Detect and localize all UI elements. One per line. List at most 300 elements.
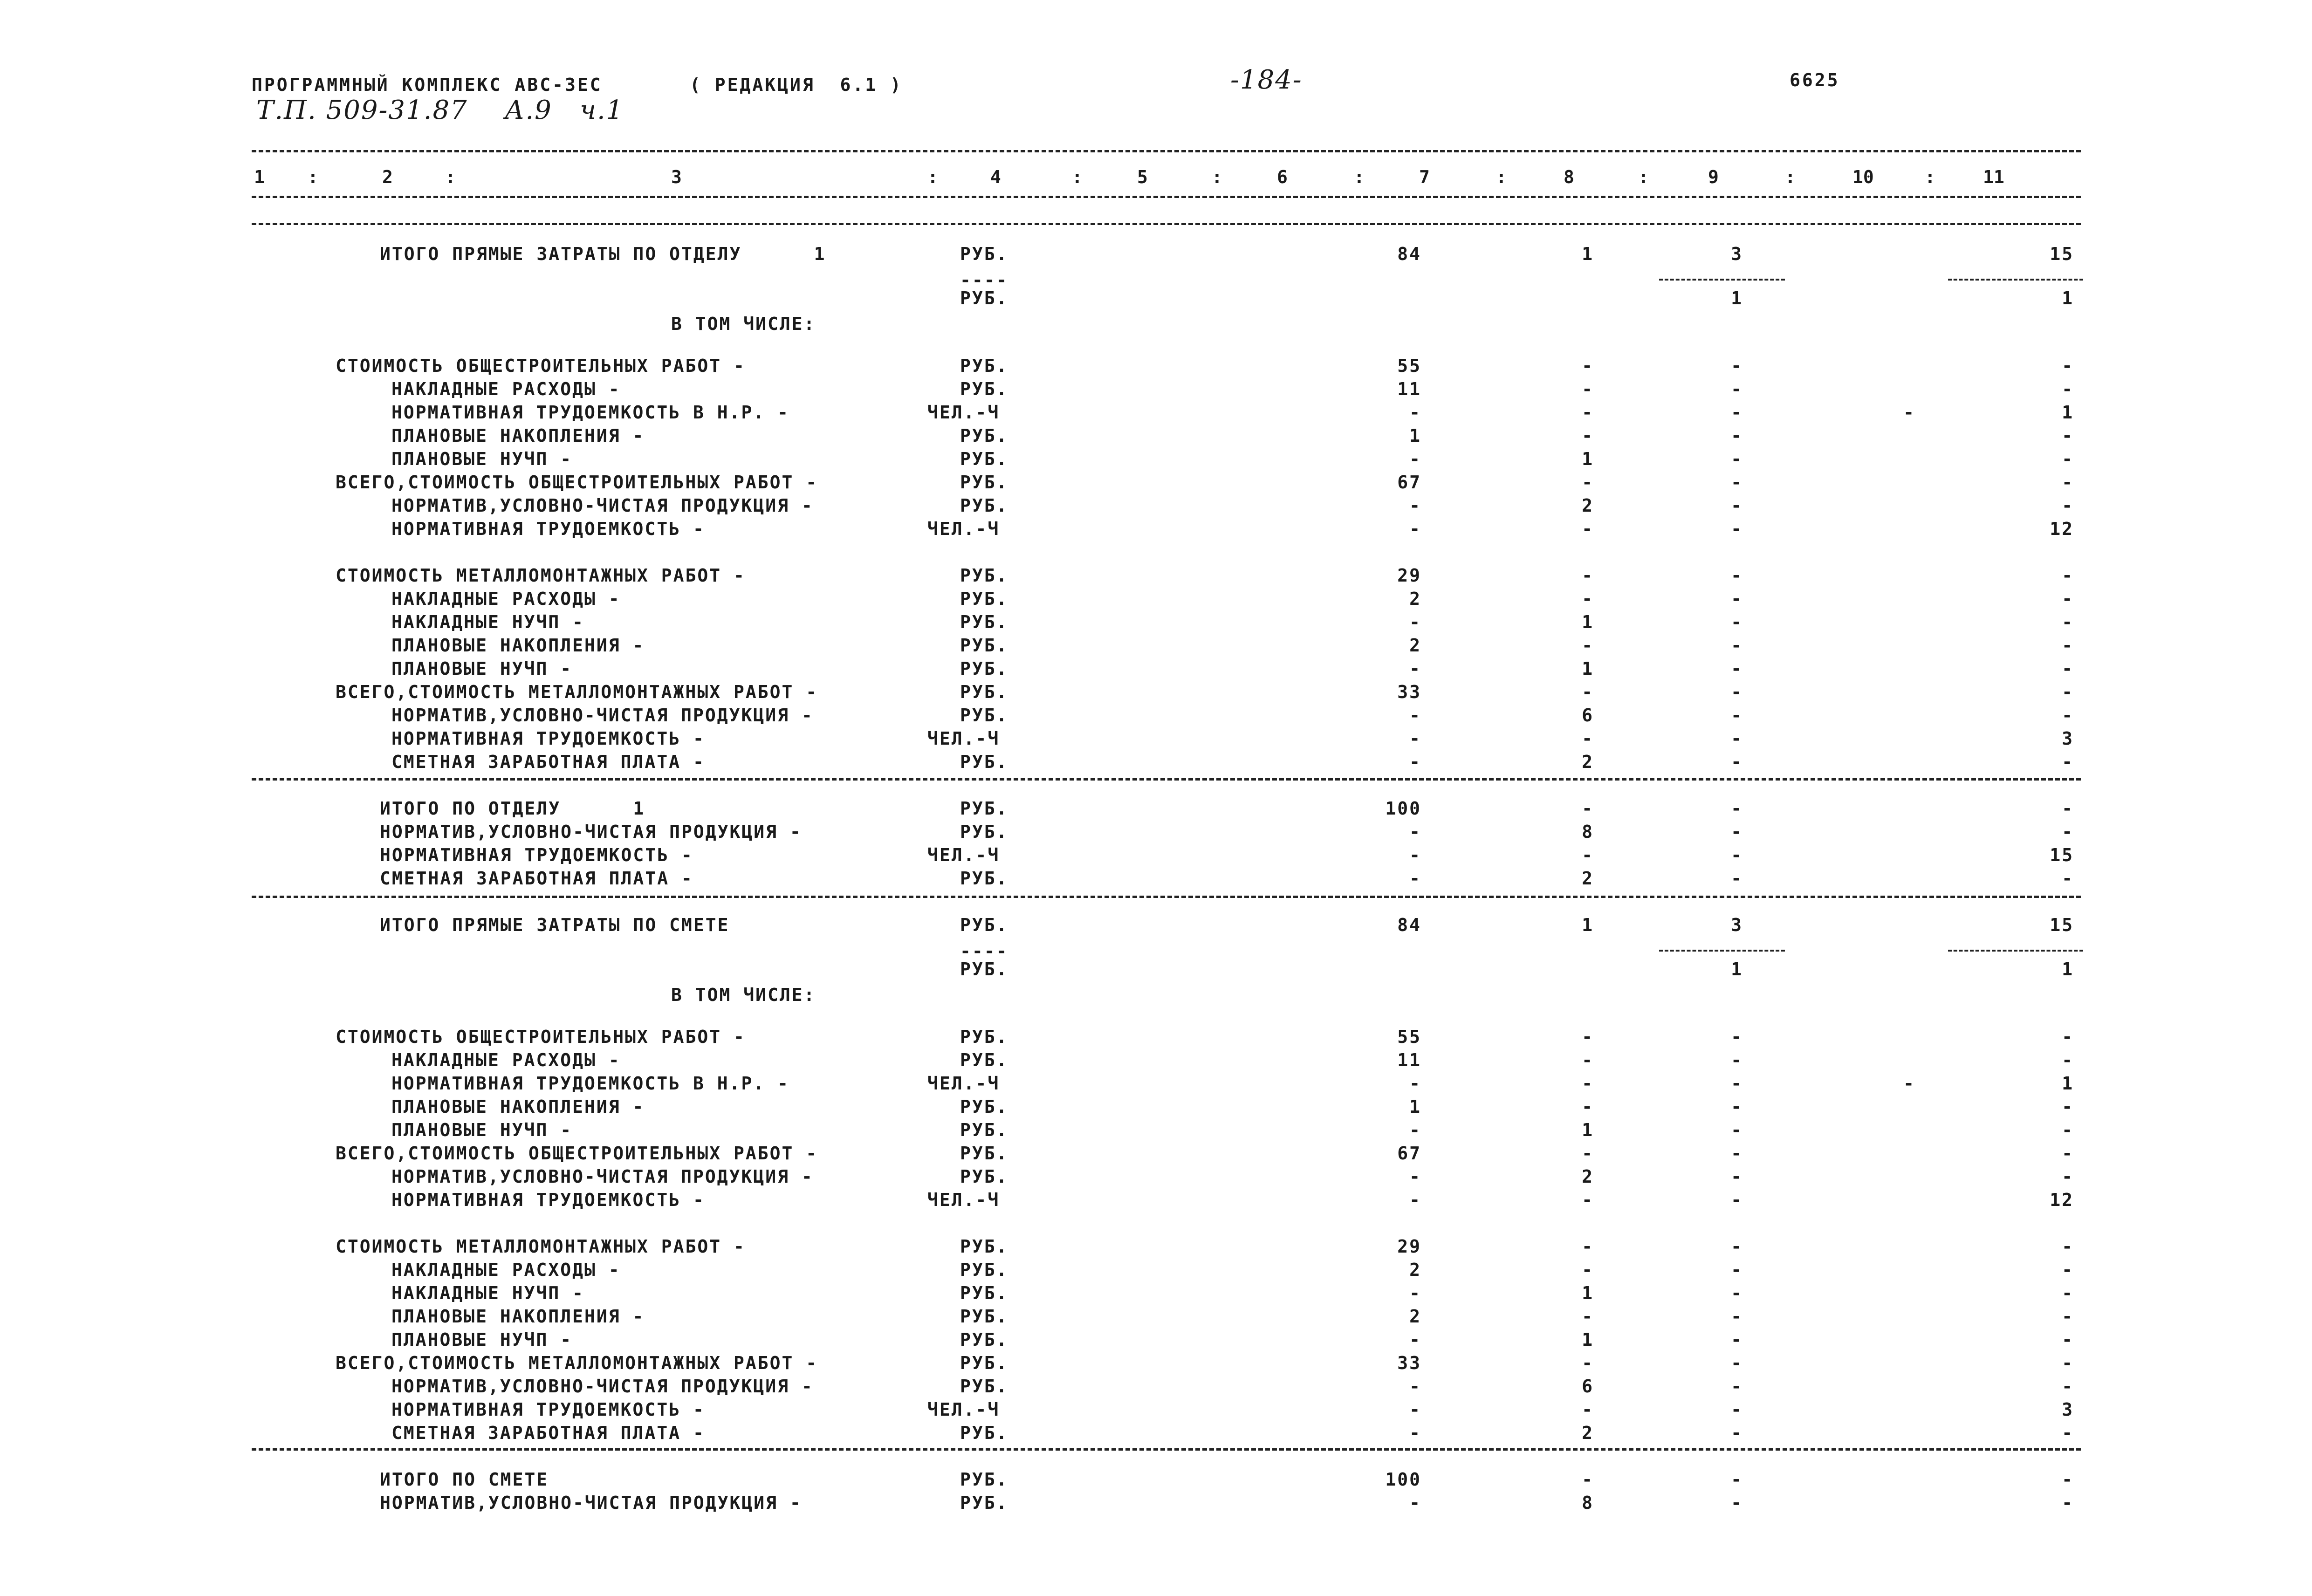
section-rule	[252, 223, 2081, 225]
value-c11: -	[2062, 705, 2074, 726]
value-c11: -	[2062, 1050, 2074, 1070]
row-label: НОРМАТИВНАЯ ТРУДОЕМКОСТЬ -	[391, 1190, 705, 1210]
col11-underline	[1948, 279, 2083, 281]
unit-cell: РУБ.	[960, 1353, 1008, 1373]
value-c9: -	[1731, 1306, 1743, 1327]
table-row	[0, 1025, 2312, 1048]
value-c8: 1	[1582, 658, 1594, 679]
table-row	[0, 447, 2312, 471]
table-row	[0, 1468, 2312, 1491]
unit-cell: РУБ.	[960, 288, 1008, 308]
unit-cell: РУБ.	[960, 425, 1008, 446]
value-c9: -	[1731, 1050, 1743, 1070]
value-c9: -	[1731, 1143, 1743, 1164]
row-label: ИТОГО ПО СМЕТЕ	[380, 1469, 549, 1490]
row-label: ИТОГО ПРЯМЫЕ ЗАТРАТЫ ПО СМЕТЕ	[380, 915, 730, 935]
column-header-2: 2	[382, 167, 393, 187]
unit-cell: ЧЕЛ.-Ч	[927, 519, 1000, 539]
value-c9: -	[1731, 658, 1743, 679]
row-label: ВСЕГО,СТОИМОСТЬ МЕТАЛЛОМОНТАЖНЫХ РАБОТ -	[336, 1353, 818, 1373]
value-c11: -	[2062, 658, 2074, 679]
row-label: НАКЛАДНЫЕ РАСХОДЫ -	[391, 1050, 621, 1070]
value-c8: 2	[1582, 495, 1594, 516]
value-c7: 2	[1409, 589, 1421, 609]
table-row	[0, 471, 2312, 494]
value-c7: 33	[1397, 1353, 1421, 1373]
value-c9: -	[1731, 519, 1743, 539]
unit-cell: РУБ.	[960, 868, 1008, 889]
value-c7: -	[1409, 822, 1421, 842]
column-separator: :	[1354, 167, 1365, 187]
table-row	[0, 1351, 2312, 1375]
row-label: ИТОГО ПО ОТДЕЛУ 1	[380, 798, 645, 819]
value-c11: -	[2062, 1096, 2074, 1117]
column-header-1: 1	[254, 167, 265, 187]
value-c9: -	[1731, 495, 1743, 516]
column-header-5: 5	[1137, 167, 1148, 187]
value-c7: -	[1409, 705, 1421, 726]
value-c8: -	[1582, 1353, 1594, 1373]
row-label: СТОИМОСТЬ ОБЩЕСТРОИТЕЛЬНЫХ РАБОТ -	[336, 1027, 746, 1047]
value-c9: -	[1731, 1120, 1743, 1140]
value-c7: 11	[1397, 1050, 1421, 1070]
table-row	[0, 1281, 2312, 1305]
value-c11: -	[2062, 1469, 2074, 1490]
value-c7: -	[1409, 519, 1421, 539]
value-c7: 2	[1409, 1260, 1421, 1280]
unit-cell: РУБ.	[960, 1050, 1008, 1070]
value-c9: -	[1731, 589, 1743, 609]
unit-cell: РУБ.	[960, 612, 1008, 632]
table-row	[0, 1235, 2312, 1258]
row-label: ВСЕГО,СТОИМОСТЬ ОБЩЕСТРОИТЕЛЬНЫХ РАБОТ -	[336, 472, 818, 493]
unit-cell: РУБ.	[960, 1283, 1008, 1303]
table-row	[0, 1048, 2312, 1072]
table-row	[0, 1305, 2312, 1328]
row-label: ПЛАНОВЫЕ НАКОПЛЕНИЯ -	[391, 1306, 645, 1327]
value-c9: -	[1731, 1190, 1743, 1210]
table-row	[0, 843, 2312, 867]
value-c9: -	[1731, 705, 1743, 726]
value-c11: -	[2062, 425, 2074, 446]
value-c7: -	[1409, 1493, 1421, 1513]
value-c8: 8	[1582, 822, 1594, 842]
value-c7: -	[1409, 449, 1421, 469]
value-c11: -	[2062, 1493, 2074, 1513]
unit-cell: РУБ.	[960, 658, 1008, 679]
unit-cell: РУБ.	[960, 472, 1008, 493]
value-c9: -	[1731, 402, 1743, 423]
table-row	[0, 242, 2312, 266]
value-c8: -	[1582, 425, 1594, 446]
value-c10: -	[1903, 1073, 1915, 1094]
table-row	[0, 354, 2312, 377]
value-c9: -	[1731, 1096, 1743, 1117]
value-c7: -	[1409, 402, 1421, 423]
value-c7: 29	[1397, 1236, 1421, 1257]
value-c11: 1	[2062, 1073, 2074, 1094]
value-c9: -	[1731, 1493, 1743, 1513]
value-c8: 1	[1582, 1120, 1594, 1140]
table-row	[0, 610, 2312, 634]
unit-cell: РУБ.	[960, 1096, 1008, 1117]
unit-cell: РУБ.	[960, 244, 1008, 264]
value-c8: 1	[1582, 244, 1594, 264]
value-c8: 1	[1582, 612, 1594, 632]
value-c7: -	[1409, 1120, 1421, 1140]
table-row	[0, 704, 2312, 727]
row-label: ПЛАНОВЫЕ НУЧП -	[391, 1120, 573, 1140]
table-row	[0, 1375, 2312, 1398]
row-label: СТОИМОСТЬ МЕТАЛЛОМОНТАЖНЫХ РАБОТ -	[336, 1236, 746, 1257]
value-c9: -	[1731, 1166, 1743, 1187]
unit-cell: РУБ.	[960, 682, 1008, 702]
value-c9: -	[1731, 1329, 1743, 1350]
value-c8: -	[1582, 1073, 1594, 1094]
value-c8: 6	[1582, 1376, 1594, 1397]
value-c11: 1	[2062, 959, 2074, 980]
value-c11: 1	[2062, 402, 2074, 423]
value-c8: 2	[1582, 868, 1594, 889]
value-c8: -	[1582, 1027, 1594, 1047]
value-c10: -	[1903, 402, 1915, 423]
value-c9: -	[1731, 1027, 1743, 1047]
unit-cell: РУБ.	[960, 1423, 1008, 1443]
unit-cell: РУБ.	[960, 1493, 1008, 1513]
column-header-7: 7	[1419, 167, 1430, 187]
value-c11: 15	[2050, 845, 2074, 865]
value-c9: -	[1731, 752, 1743, 772]
value-c7: -	[1409, 1073, 1421, 1094]
table-row	[0, 913, 2312, 937]
value-c11: 15	[2050, 244, 2074, 264]
table-row	[0, 424, 2312, 447]
value-c11: -	[2062, 868, 2074, 889]
value-c8: -	[1582, 472, 1594, 493]
value-c8: -	[1582, 1399, 1594, 1420]
value-c7: -	[1409, 1329, 1421, 1350]
table-row	[0, 1118, 2312, 1142]
unit-cell: РУБ.	[960, 1469, 1008, 1490]
value-c7: 33	[1397, 682, 1421, 702]
caption-text: В ТОМ ЧИСЛЕ:	[671, 985, 816, 1005]
value-c9: -	[1731, 822, 1743, 842]
unit-cell: ЧЕЛ.-Ч	[927, 1073, 1000, 1094]
value-c11: -	[2062, 822, 2074, 842]
value-c9: -	[1731, 425, 1743, 446]
value-c8: -	[1582, 1096, 1594, 1117]
value-c11: -	[2062, 1353, 2074, 1373]
value-c8: -	[1582, 379, 1594, 399]
value-c8: -	[1582, 682, 1594, 702]
value-c7: -	[1409, 1166, 1421, 1187]
section-caption	[0, 983, 2312, 1007]
column-separator: :	[927, 167, 938, 187]
value-c9: -	[1731, 728, 1743, 749]
table-row	[0, 1072, 2312, 1095]
column-header-6: 6	[1277, 167, 1288, 187]
value-c7: -	[1409, 658, 1421, 679]
value-c11: -	[2062, 589, 2074, 609]
row-label: ПЛАНОВЫЕ НУЧП -	[391, 658, 573, 679]
value-c9: -	[1731, 565, 1743, 586]
value-c9: -	[1731, 379, 1743, 399]
unit-cell: РУБ.	[960, 1166, 1008, 1187]
value-c11: -	[2062, 635, 2074, 656]
row-label: СТОИМОСТЬ ОБЩЕСТРОИТЕЛЬНЫХ РАБОТ -	[336, 356, 746, 376]
col9-underline	[1659, 950, 1785, 952]
value-c11: 1	[2062, 288, 2074, 308]
value-c11: -	[2062, 752, 2074, 772]
value-c9: -	[1731, 845, 1743, 865]
value-c9: -	[1731, 1073, 1743, 1094]
row-label: ПЛАНОВЫЕ НУЧП -	[391, 449, 573, 469]
value-c7: -	[1409, 495, 1421, 516]
row-label: СМЕТНАЯ ЗАРАБОТНАЯ ПЛАТА -	[391, 1423, 705, 1443]
unit-cell: РУБ.	[960, 705, 1008, 726]
value-c7: -	[1409, 1283, 1421, 1303]
row-label: НОРМАТИВ,УСЛОВНО-ЧИСТАЯ ПРОДУКЦИЯ -	[380, 1493, 802, 1513]
row-label: НОРМАТИВНАЯ ТРУДОЕМКОСТЬ -	[391, 519, 705, 539]
value-c9: -	[1731, 798, 1743, 819]
table-row	[0, 517, 2312, 541]
unit-cell: ЧЕЛ.-Ч	[927, 402, 1000, 423]
value-c8: -	[1582, 845, 1594, 865]
value-c7: 2	[1409, 1306, 1421, 1327]
value-c11: -	[2062, 449, 2074, 469]
table-row	[0, 657, 2312, 680]
caption-text: В ТОМ ЧИСЛЕ:	[671, 314, 816, 334]
row-label: ПЛАНОВЫЕ НАКОПЛЕНИЯ -	[391, 1096, 645, 1117]
value-c7: -	[1409, 1376, 1421, 1397]
value-c9: -	[1731, 682, 1743, 702]
unit-cell: РУБ.	[960, 752, 1008, 772]
column-header-8: 8	[1564, 167, 1574, 187]
table-row	[0, 401, 2312, 424]
value-c9: -	[1731, 1423, 1743, 1443]
value-c11: -	[2062, 1120, 2074, 1140]
value-c9: 3	[1731, 244, 1743, 264]
value-c7: 2	[1409, 635, 1421, 656]
column-separator: :	[1212, 167, 1222, 187]
row-label: НАКЛАДНЫЕ РАСХОДЫ -	[391, 1260, 621, 1280]
value-c9: -	[1731, 449, 1743, 469]
unit-cell: РУБ.	[960, 565, 1008, 586]
value-c8: -	[1582, 1306, 1594, 1327]
value-c11: -	[2062, 1423, 2074, 1443]
row-label: СМЕТНАЯ ЗАРАБОТНАЯ ПЛАТА -	[380, 868, 693, 889]
row-label: НАКЛАДНЫЕ РАСХОДЫ -	[391, 589, 621, 609]
value-c11: -	[2062, 1283, 2074, 1303]
row-label: НОРМАТИВНАЯ ТРУДОЕМКОСТЬ -	[391, 1399, 705, 1420]
value-c7: 67	[1397, 472, 1421, 493]
column-separator: :	[1496, 167, 1507, 187]
value-c8: -	[1582, 565, 1594, 586]
column-separator: :	[445, 167, 456, 187]
table-row	[0, 1421, 2312, 1445]
handwritten-reference: Т.П. 509-31.87 А.9 ч.1	[256, 95, 624, 125]
unit-cell: РУБ.	[960, 915, 1008, 935]
row-label: ВСЕГО,СТОИМОСТЬ МЕТАЛЛОМОНТАЖНЫХ РАБОТ -	[336, 682, 818, 702]
value-c11: -	[2062, 1260, 2074, 1280]
col9-underline	[1659, 279, 1785, 281]
value-c9: -	[1731, 472, 1743, 493]
row-label: НОРМАТИВНАЯ ТРУДОЕМКОСТЬ В Н.Р. -	[391, 402, 789, 423]
table-row	[0, 287, 2312, 310]
value-c11: 12	[2050, 519, 2074, 539]
value-c8: 1	[1582, 915, 1594, 935]
value-c11: -	[2062, 612, 2074, 632]
row-label: НАКЛАДНЫЕ НУЧП -	[391, 612, 585, 632]
value-c11: -	[2062, 356, 2074, 376]
unit-cell: РУБ.	[960, 1329, 1008, 1350]
value-c7: 100	[1385, 798, 1421, 819]
value-c9: -	[1731, 1283, 1743, 1303]
table-row	[0, 1398, 2312, 1421]
table-row	[0, 1142, 2312, 1165]
value-c7: -	[1409, 1399, 1421, 1420]
col11-underline	[1948, 950, 2083, 952]
table-row	[0, 680, 2312, 704]
value-c7: -	[1409, 752, 1421, 772]
section-caption	[0, 312, 2312, 336]
value-c8: 2	[1582, 1166, 1594, 1187]
table-row	[0, 750, 2312, 774]
value-c8: 1	[1582, 449, 1594, 469]
row-label: НАКЛАДНЫЕ РАСХОДЫ -	[391, 379, 621, 399]
value-c9: 3	[1731, 915, 1743, 935]
value-c7: 1	[1409, 425, 1421, 446]
value-c11: -	[2062, 798, 2074, 819]
unit-underline: ----	[960, 941, 1008, 961]
row-label: НОРМАТИВ,УСЛОВНО-ЧИСТАЯ ПРОДУКЦИЯ -	[391, 1166, 814, 1187]
value-c8: -	[1582, 589, 1594, 609]
value-c11: -	[2062, 565, 2074, 586]
row-label: НОРМАТИВ,УСЛОВНО-ЧИСТАЯ ПРОДУКЦИЯ -	[391, 1376, 814, 1397]
value-c11: -	[2062, 682, 2074, 702]
program-title: ПРОГРАММНЫЙ КОМПЛЕКС АВС-3ЕС	[252, 75, 603, 95]
unit-cell: ЧЕЛ.-Ч	[927, 728, 1000, 749]
table-row	[0, 494, 2312, 517]
table-row	[0, 958, 2312, 981]
value-c11: 3	[2062, 728, 2074, 749]
value-c8: 1	[1582, 1329, 1594, 1350]
value-c7: 55	[1397, 356, 1421, 376]
unit-cell: РУБ.	[960, 495, 1008, 516]
value-c8: 6	[1582, 705, 1594, 726]
table-row	[0, 564, 2312, 587]
value-c7: -	[1409, 612, 1421, 632]
table-row	[0, 727, 2312, 750]
value-c7: 11	[1397, 379, 1421, 399]
row-label: ИТОГО ПРЯМЫЕ ЗАТРАТЫ ПО ОТДЕЛУ 1	[380, 244, 826, 264]
value-c11: -	[2062, 1143, 2074, 1164]
unit-cell: РУБ.	[960, 1260, 1008, 1280]
value-c11: -	[2062, 1027, 2074, 1047]
value-c11: -	[2062, 379, 2074, 399]
value-c9: -	[1731, 1236, 1743, 1257]
unit-cell: РУБ.	[960, 1306, 1008, 1327]
header-rule-bottom	[252, 196, 2081, 198]
value-c7: 67	[1397, 1143, 1421, 1164]
value-c8: -	[1582, 1050, 1594, 1070]
column-separator: :	[1925, 167, 1935, 187]
column-separator: :	[308, 167, 318, 187]
page-number: -184-	[1230, 65, 1303, 95]
value-c9: -	[1731, 1353, 1743, 1373]
value-c7: 1	[1409, 1096, 1421, 1117]
column-separator: :	[1785, 167, 1796, 187]
value-c7: 84	[1397, 915, 1421, 935]
value-c8: -	[1582, 1236, 1594, 1257]
row-label: ПЛАНОВЫЕ НУЧП -	[391, 1329, 573, 1350]
value-c11: 12	[2050, 1190, 2074, 1210]
value-c7: -	[1409, 728, 1421, 749]
value-c9: -	[1731, 612, 1743, 632]
value-c9: -	[1731, 1260, 1743, 1280]
value-c8: -	[1582, 798, 1594, 819]
unit-cell: РУБ.	[960, 589, 1008, 609]
value-c7: -	[1409, 1190, 1421, 1210]
row-label: СМЕТНАЯ ЗАРАБОТНАЯ ПЛАТА -	[391, 752, 705, 772]
table-row	[0, 1258, 2312, 1281]
value-c9: 1	[1731, 288, 1743, 308]
unit-cell: ЧЕЛ.-Ч	[927, 1399, 1000, 1420]
row-label: НОРМАТИВНАЯ ТРУДОЕМКОСТЬ -	[380, 845, 693, 865]
value-c8: -	[1582, 1143, 1594, 1164]
value-c9: -	[1731, 1399, 1743, 1420]
value-c8: 1	[1582, 1283, 1594, 1303]
value-c8: 2	[1582, 1423, 1594, 1443]
value-c8: -	[1582, 1190, 1594, 1210]
table-row	[0, 634, 2312, 657]
column-separator: :	[1072, 167, 1083, 187]
value-c9: -	[1731, 1469, 1743, 1490]
row-label: НОРМАТИВ,УСЛОВНО-ЧИСТАЯ ПРОДУКЦИЯ -	[391, 495, 814, 516]
row-label: НОРМАТИВ,УСЛОВНО-ЧИСТАЯ ПРОДУКЦИЯ -	[391, 705, 814, 726]
total-divider-rule	[252, 896, 2081, 898]
value-c9: -	[1731, 1376, 1743, 1397]
table-row	[0, 1095, 2312, 1118]
total-divider-rule	[252, 1448, 2081, 1451]
column-header-9: 9	[1708, 167, 1719, 187]
value-c8: -	[1582, 356, 1594, 376]
value-c7: -	[1409, 1423, 1421, 1443]
row-label: ПЛАНОВЫЕ НАКОПЛЕНИЯ -	[391, 635, 645, 656]
document-code: 6625	[1790, 70, 1840, 90]
value-c11: -	[2062, 1376, 2074, 1397]
value-c11: 3	[2062, 1399, 2074, 1420]
value-c11: -	[2062, 1166, 2074, 1187]
unit-cell: ЧЕЛ.-Ч	[927, 845, 1000, 865]
value-c11: -	[2062, 472, 2074, 493]
row-label: НОРМАТИВНАЯ ТРУДОЕМКОСТЬ В Н.Р. -	[391, 1073, 789, 1094]
row-label: НОРМАТИВ,УСЛОВНО-ЧИСТАЯ ПРОДУКЦИЯ -	[380, 822, 802, 842]
value-c11: -	[2062, 1236, 2074, 1257]
value-c11: -	[2062, 1329, 2074, 1350]
value-c8: -	[1582, 1469, 1594, 1490]
value-c7: 100	[1385, 1469, 1421, 1490]
value-c8: -	[1582, 635, 1594, 656]
unit-cell: РУБ.	[960, 798, 1008, 819]
table-row	[0, 1491, 2312, 1514]
table-row	[0, 820, 2312, 843]
value-c8: 8	[1582, 1493, 1594, 1513]
value-c11: -	[2062, 495, 2074, 516]
value-c8: -	[1582, 402, 1594, 423]
column-header-3: 3	[671, 167, 682, 187]
unit-cell: РУБ.	[960, 1376, 1008, 1397]
